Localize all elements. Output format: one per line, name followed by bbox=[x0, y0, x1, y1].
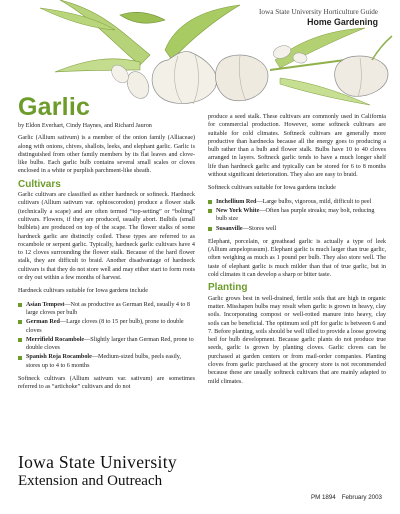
intro-paragraph: Garlic (Allium sativum) is a member of the onion family (Alliaceae) along with onions, chives, shallots, leeks, and elephant garlic. Garlic is distinguished from other family members by its flat leaves and clove-like bulbs. Each garlic bulb contains several small scales or cloves enclosed in a white or purplish parchment-like sheath. bbox=[18, 135, 195, 175]
header-text bbox=[259, 8, 378, 27]
bullet-icon bbox=[18, 338, 22, 342]
list-item: Asian Tempest—Not as productive as German Red, usually 4 to 8 large cloves per bulb bbox=[18, 301, 195, 318]
cultivars-heading: Cultivars bbox=[18, 178, 61, 190]
cultivars-paragraph: Garlic cultivars are classified as either hardneck or softneck. Hardneck cultivars (Allium sativum var. ophioscorodon) produce a flower stalk (technically a scape) and are often termed “top-setting” or “bolting” cultivars. Flowers, if they are produced, usually abort. Bulbils (small bulblets) are produced on top of the scape. The flower stalks of some hardneck garlic are distinctly coiled. These types are referred to as rocambole or serpent garlic. Typically, hardneck garlic cultivars have 4 to 12 cloves surrounding the flower stalk. Because of the hard flower stalk, they are difficult to braid. Another disadvantage of hardneck cultivars is that they do not store well and may either start to form roots or dry out within a few months of harvest. bbox=[18, 192, 195, 282]
bullet-icon bbox=[18, 320, 22, 324]
softneck-intro: Softneck cultivars suitable for Iowa gardens include bbox=[208, 185, 336, 192]
extension-name: Extension and Outreach bbox=[18, 472, 163, 489]
right-column bbox=[208, 113, 386, 391]
bullet-icon bbox=[208, 227, 212, 231]
list-item: Inchellium Red—Large bulbs, vigorous, mild, difficult to peel bbox=[208, 198, 386, 206]
bullet-icon bbox=[18, 356, 22, 360]
bullet-icon bbox=[18, 303, 22, 307]
elephant-garlic-paragraph: Elephant, porcelain, or greathead garlic is actually a type of leek (Allium ampeloprasum). Elephant garlic is much larger than true garlic, often weighing as much as 1 pound per bulb. They also store well. The taste of elephant garlic is much milder than that of true garlic, but in cold climates it can develop a sharp or bitter taste. bbox=[208, 238, 386, 279]
page-title: Garlic bbox=[18, 93, 91, 121]
hardneck-list bbox=[18, 301, 195, 370]
university-logo bbox=[18, 454, 177, 490]
list-item: German Red—Large cloves (8 to 15 per bulb), prone to double cloves bbox=[18, 318, 195, 335]
softneck-list bbox=[208, 198, 386, 233]
hardneck-intro: Hardneck cultivars suitable for Iowa gardens include bbox=[18, 288, 148, 295]
planting-paragraph: Garlic grows best in well-drained, fertile soils that are high in organic matter. Misshapen bulbs may result when garlic is grown in heavy, clay soils. Incorporating compost or well-rotted manure into heavy, clay soils can be beneficial. The optimum soil pH for garlic is between 6 and 7. Before planting, soils should be well tilled to provide a loose growing bed for bulb development. Because garlic plants do not produce true seeds, garlic is grown by planting cloves. Garlic cloves can be purchased at garden centers or from mail-order companies. Planting cloves from garlic purchased at the grocery store is not recommended because these are usually softneck cultivars that are mainly adapted to mild climates. bbox=[208, 295, 386, 385]
planting-heading: Planting bbox=[208, 282, 248, 294]
guide-title: Iowa State University Horticulture Guide bbox=[259, 8, 378, 16]
university-name: Iowa State University bbox=[18, 452, 177, 472]
publication-info bbox=[305, 494, 382, 501]
left-column bbox=[18, 122, 195, 397]
list-item: Susanville—Stores well bbox=[208, 225, 386, 233]
section-title: Home Gardening bbox=[307, 17, 378, 27]
list-item: Spanish Roja Rocambole—Medium-sized bulbs, peels easily, stores up to 4 to 6 months bbox=[18, 353, 195, 370]
softneck-paragraph-cont: produce a seed stalk. These cultivars are commonly used in California for commercial production. However, some softneck cultivars are suitable for cold climates. Softneck cultivars are generally more productive than hardnecks because all the energy goes to producing a bulb rather than a bulb and flower stalk. Bulbs have 10 to 40 cloves arranged in layers. Softneck garlic tends to have a much longer shelf life than hardneck garlic and typically can be stored for 6 to 8 months without significant deterioration. They also are easy to braid. bbox=[208, 114, 386, 179]
softneck-paragraph-start: Softneck cultivars (Allium sativum var. sativum) are sometimes referred to as “artichoke” cultivars and do not bbox=[18, 376, 195, 391]
bullet-icon bbox=[208, 209, 212, 213]
bullet-icon bbox=[208, 200, 212, 204]
list-item: New York White—Often has purple streaks; may bolt, reducing bulb size bbox=[208, 207, 386, 224]
publication-number: PM 1894 bbox=[310, 494, 336, 501]
authors: by Eldon Everhart, Cindy Haynes, and Richard Jauron bbox=[18, 123, 152, 129]
publication-date: February 2003 bbox=[341, 494, 382, 501]
list-item: Merrifield Rocambole—Slightly larger than German Red, prone to double cloves bbox=[18, 336, 195, 353]
